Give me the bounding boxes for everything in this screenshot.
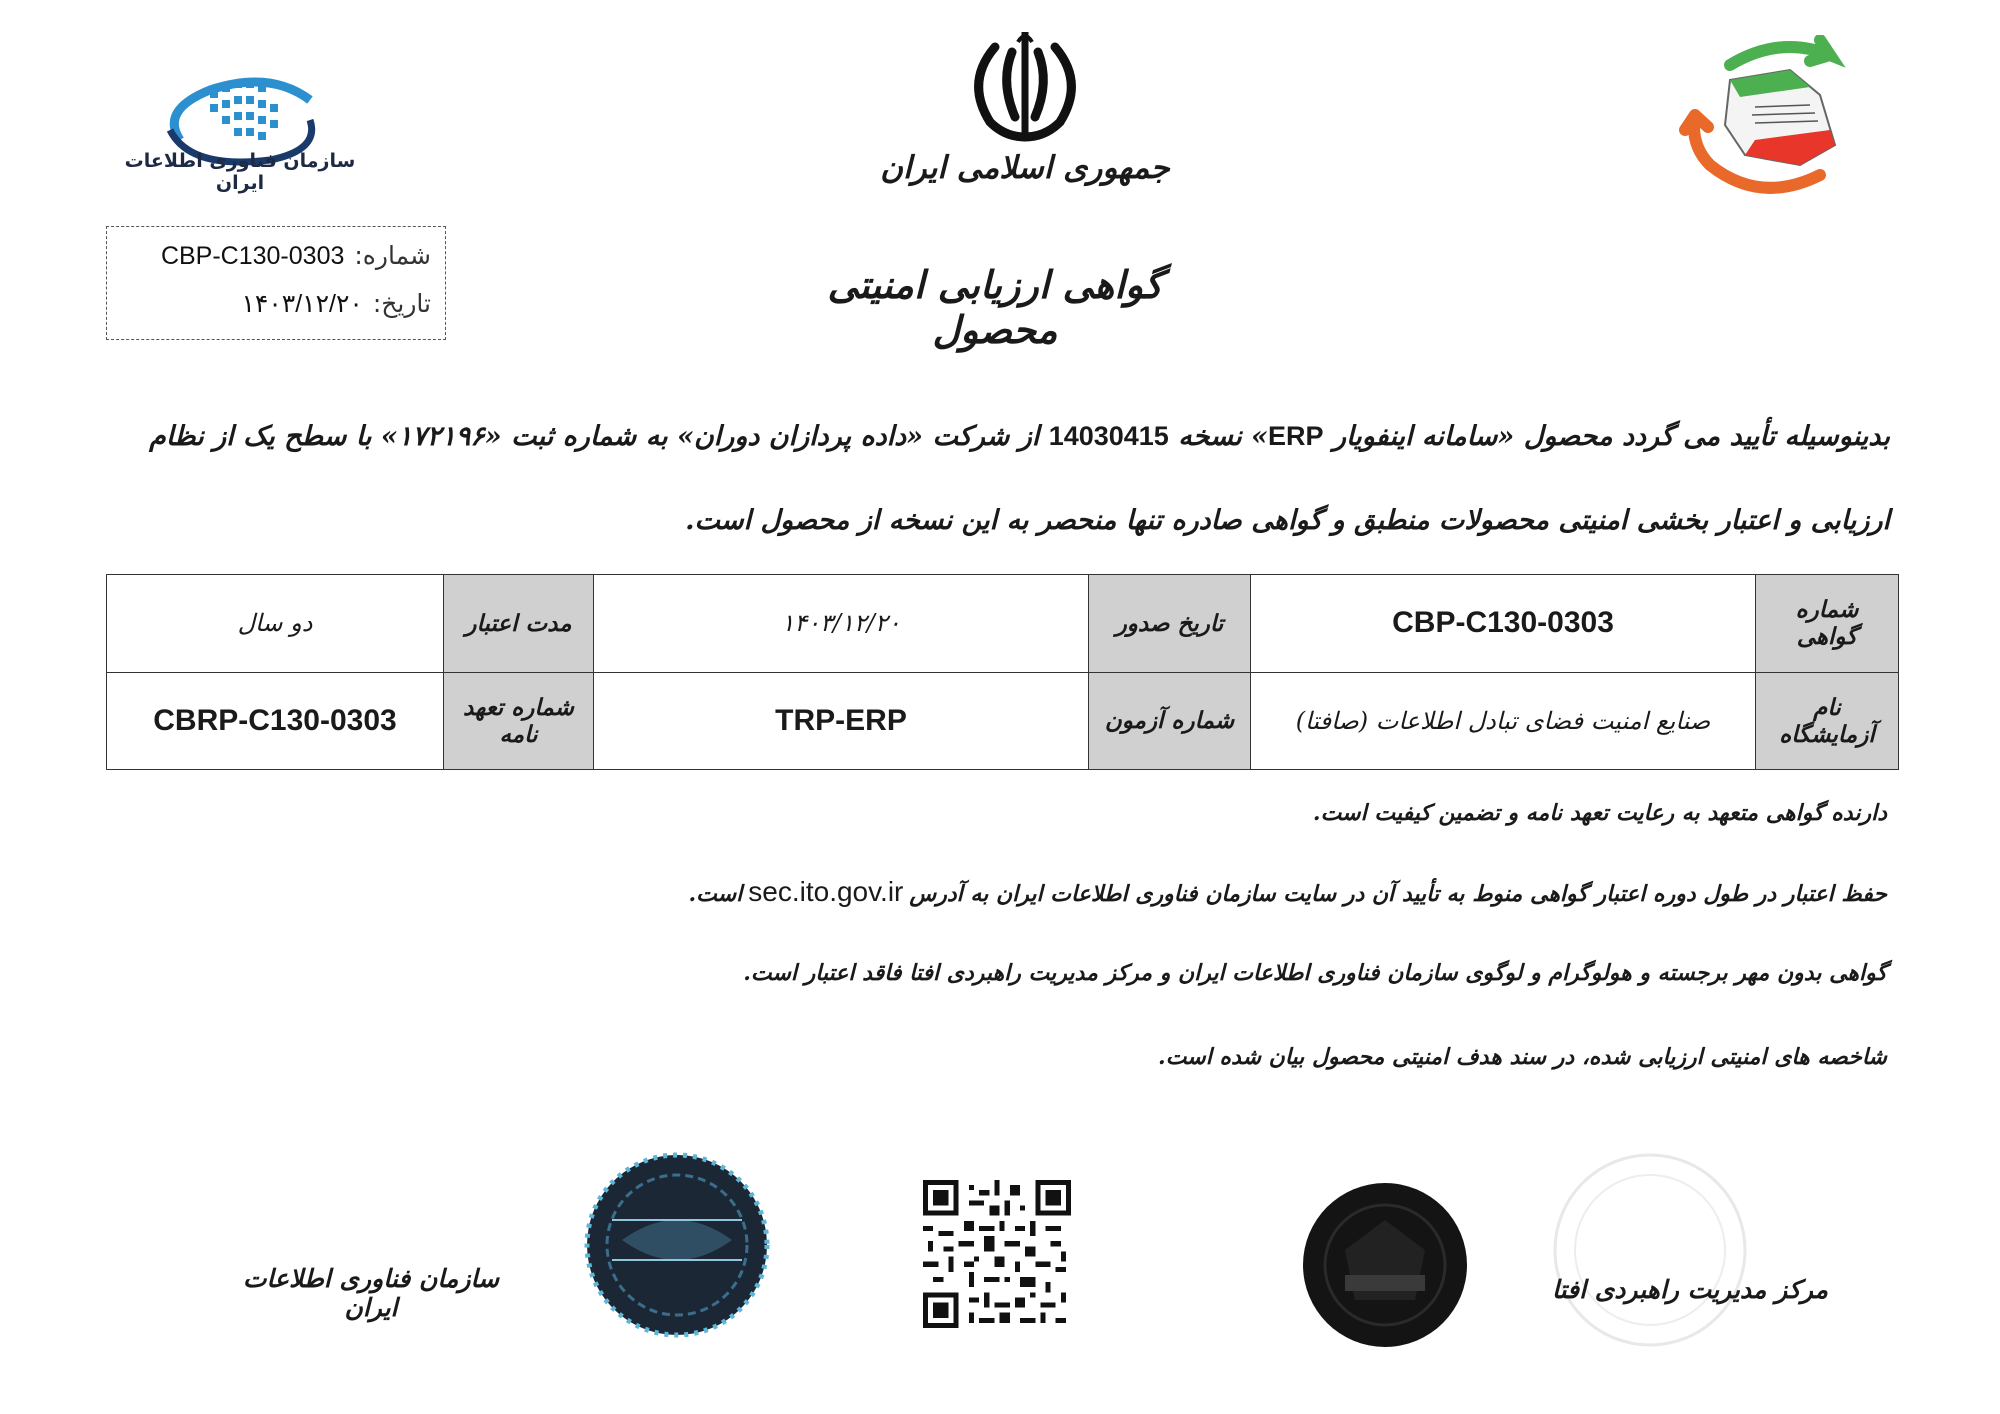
date-label: تاریخ: [372,289,431,318]
number-value: CBP-C130-0303 [160,242,345,270]
note-security-target: شاخصه های امنیتی ارزیابی شده، در سند هدف امنیتی محصول بیان شده است. [1158,1044,1887,1070]
table-row [107,575,1899,673]
hologram-seal [582,1150,772,1340]
footer-afta-name: مرکز مدیریت راهبردی افتا [1551,1275,1829,1304]
certification-paragraph [120,394,1890,554]
qr-code[interactable] [923,1180,1071,1328]
date-value: ۱۴۰۳/۱۲/۲۰ [241,290,363,318]
test-number-label: شماره آزمون [1089,672,1251,770]
afta-stamp-ring [1510,1140,1770,1360]
number-date-box [106,226,446,340]
commitment-number-value: CBRP-C130-0303 [107,672,444,770]
number-label: شماره: [354,241,431,270]
paragraph-part-1: بدینوسیله تأیید می گردد محصول «سامانه اینفویار [1323,421,1890,452]
document-title: گواهی ارزیابی امنیتی محصول [827,262,1163,352]
iran-emblem [950,22,1100,152]
commitment-number-label: شماره تعهد نامه [444,672,594,770]
certificate-table [106,574,1899,770]
number-row [161,241,431,281]
table-row [107,672,1899,770]
note-validity-end: است. [688,881,743,907]
note-validity [287,876,1887,908]
issue-date-label: تاریخ صدور [1089,575,1251,673]
footer-ito-name: سازمان فناوری اطلاعات ایران [242,1264,500,1322]
test-number-value: TRP-ERP [594,672,1089,770]
cert-number-label: شماره گواهی [1756,575,1899,673]
afta-logo [1670,35,1880,205]
paragraph-erp: ERP [1268,421,1324,451]
ito-url-link[interactable]: sec.ito.gov.ir [748,876,904,907]
date-row [242,289,432,329]
cert-number-value: CBP-C130-0303 [1251,575,1756,673]
paragraph-part-3: از شرکت «داده پردازان دوران» به شماره ثبت «۱۷۲۱۹۶» با سطح یک از نظام ارزیابی و اعتبار بخشی امنیتی محصولات منطبق و گواهی صادره تنها منحصر به این نسخه از محصول است. [149,421,1890,536]
paragraph-version: 14030415 [1048,421,1169,451]
validity-value: دو سال [107,575,444,673]
validity-label: مدت اعتبار [444,575,594,673]
note-validity-text: حفظ اعتبار در طول دوره اعتبار گواهی منوط به تأیید آن در سایت سازمان فناوری اطلاعات ایران به آدرس [909,881,1887,907]
paragraph-part-2: » نسخه [1168,421,1269,452]
republic-title: جمهوری اسلامی ایران [880,150,1170,186]
lab-name-value: صنایع امنیت فضای تبادل اطلاعات (صافتا) [1251,672,1756,770]
embossed-seal [1290,1180,1480,1350]
issue-date-value: ۱۴۰۳/۱۲/۲۰ [594,575,1089,673]
lab-name-label: نام آزمایشگاه [1756,672,1899,770]
note-hologram: گواهی بدون مهر برجسته و هولوگرام و لوگوی سازمان فناوری اطلاعات ایران و مرکز مدیریت راهبردی افتا فاقد اعتبار است. [743,960,1887,986]
ito-logo-text: سازمان فناوری اطلاعات ایران [124,150,356,194]
note-commitment: دارنده گواهی متعهد به رعایت تعهد نامه و تضمین کیفیت است. [1312,800,1887,826]
